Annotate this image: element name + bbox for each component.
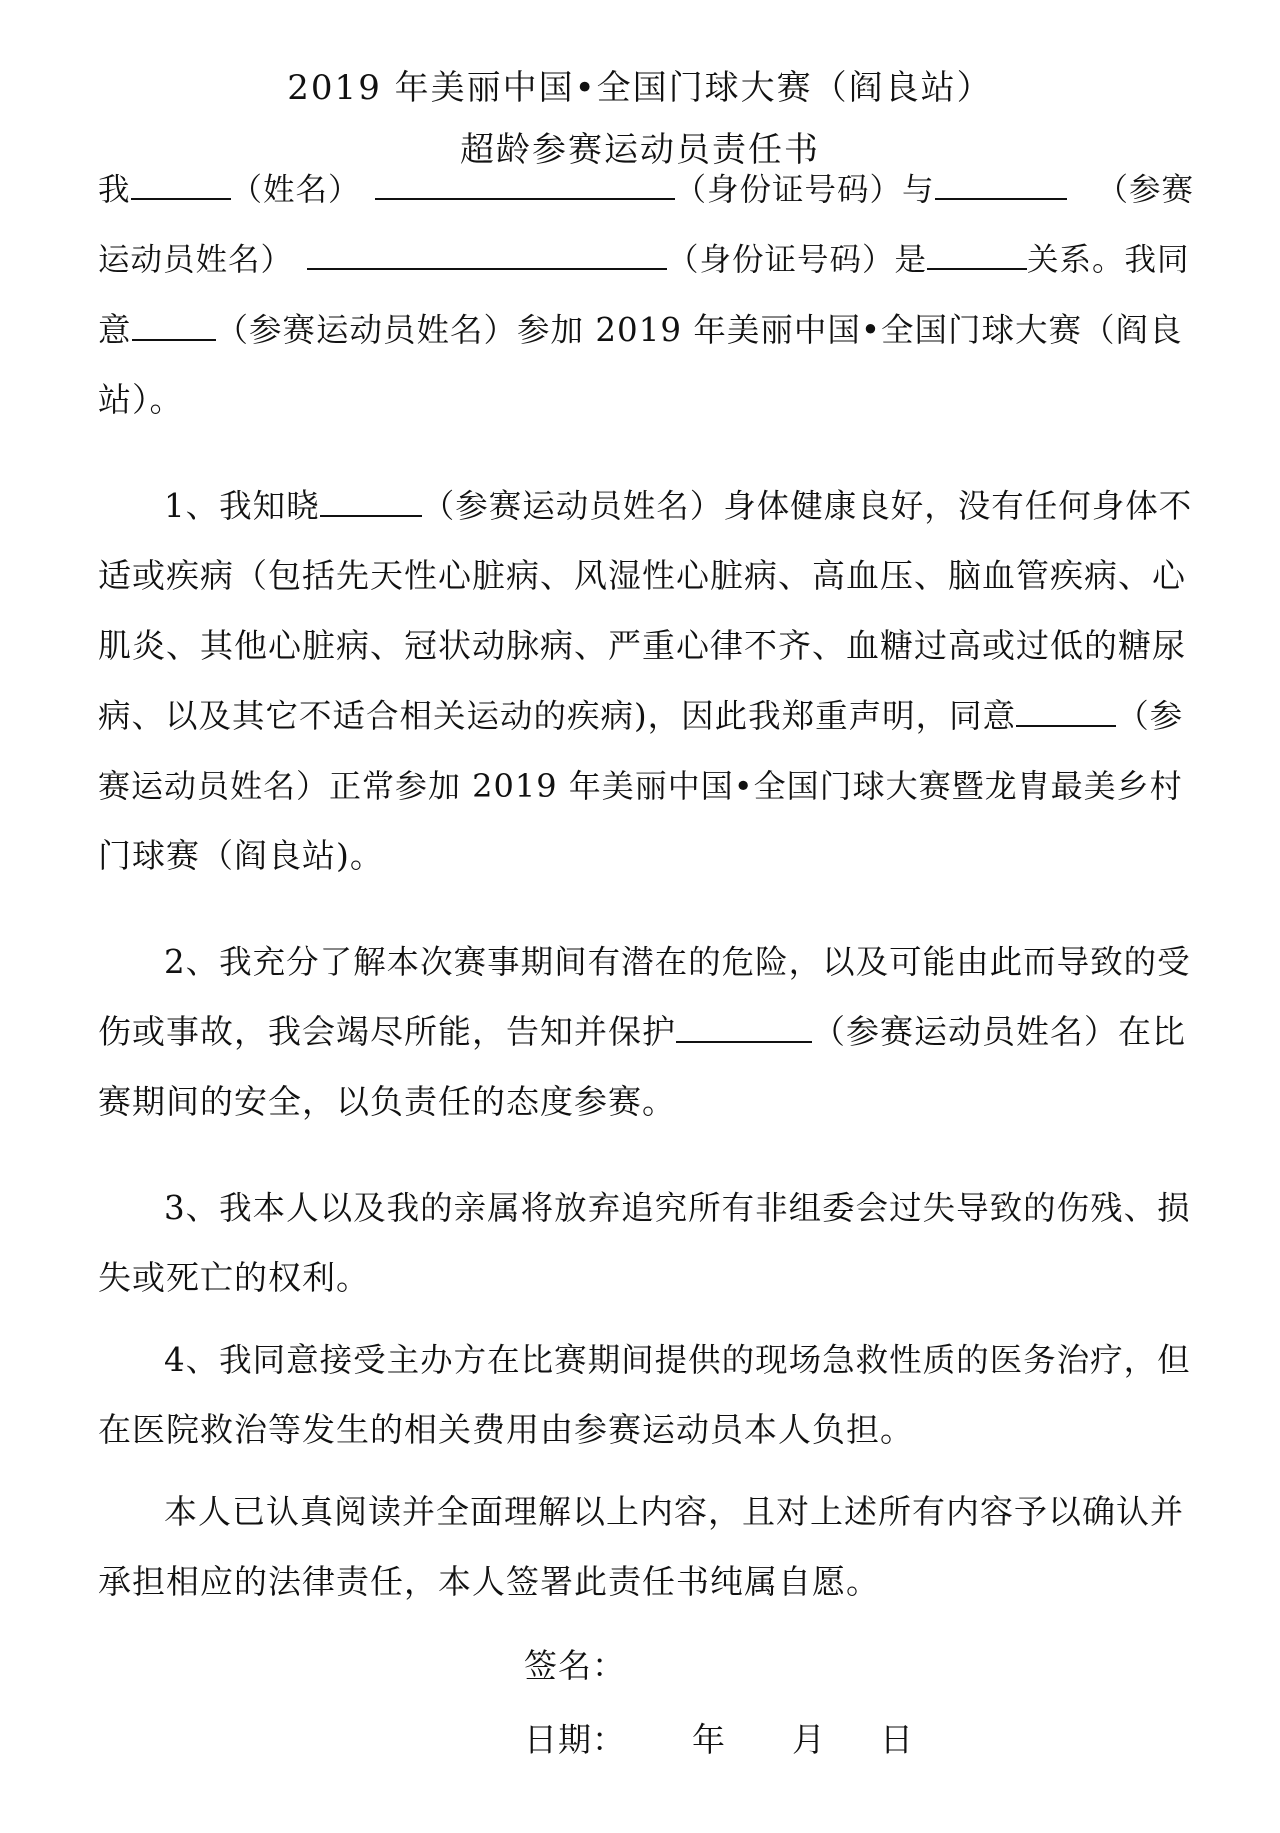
intro-text: （参赛运动员姓名）参加 2019 年美丽中国•全国门球大赛（阎良 — [215, 311, 1183, 349]
item2-line-3: 赛期间的安全，以负责任的态度参赛。 — [98, 1082, 676, 1121]
date-year-label: 年 — [692, 1720, 726, 1759]
document-title-event: 2019 年美丽中国•全国门球大赛（阎良站） — [287, 68, 993, 108]
blank-guardian-id[interactable] — [375, 168, 675, 200]
date-month-label: 月 — [792, 1720, 826, 1759]
item2-line-1: 2、我充分了解本次赛事期间有潜在的危险，以及可能由此而导致的受 — [164, 943, 1191, 981]
intro-text: （身份证号码）是 — [667, 242, 928, 278]
item2-text: （参赛运动员姓名）在比 — [812, 1012, 1186, 1051]
intro-line-2 — [98, 238, 1194, 282]
item1-line-2: 适或疾病（包括先天性心脏病、风湿性心脏病、高血压、脑血管疾病、心 — [98, 556, 1186, 595]
closing-line-2: 承担相应的法律责任，本人签署此责任书纯属自愿。 — [98, 1562, 880, 1601]
intro-text: 关系。我同 — [1027, 242, 1190, 278]
intro-text: 意 — [98, 311, 132, 349]
item1-text: （参 — [1116, 697, 1184, 735]
item1-text: 1、我知晓 — [164, 487, 320, 525]
item1-line-6: 门球赛（阎良站)。 — [98, 836, 384, 875]
blank-athlete-name-5[interactable] — [676, 1011, 812, 1043]
item3-line-1: 3、我本人以及我的亲属将放弃追究所有非组委会过失导致的伤残、损 — [164, 1189, 1191, 1227]
blank-athlete-name[interactable] — [935, 168, 1067, 200]
document-title-responsibility: 超龄参赛运动员责任书 — [460, 130, 820, 170]
intro-text: （参赛 — [1096, 172, 1195, 208]
item1-line-4 — [98, 694, 1194, 738]
date-label: 日期： — [524, 1720, 626, 1759]
item4-line-1: 4、我同意接受主办方在比赛期间提供的现场急救性质的医务治疗，但 — [164, 1341, 1191, 1379]
intro-line-3 — [98, 308, 1194, 352]
item1-text: （参赛运动员姓名）身体健康良好，没有任何身体不 — [421, 487, 1193, 525]
item1-line-1 — [164, 484, 1194, 528]
intro-text: （身份证号码）与 — [674, 172, 935, 208]
item1-line-3: 肌炎、其他心脏病、冠状动脉病、严重心律不齐、血糖过高或过低的糖尿 — [98, 626, 1186, 665]
item1-line-5: 赛运动员姓名）正常参加 2019 年美丽中国•全国门球大赛暨龙胄最美乡村 — [98, 767, 1183, 805]
item4-line-2: 在医院救治等发生的相关费用由参赛运动员本人负担。 — [98, 1410, 914, 1449]
blank-guardian-name[interactable] — [131, 168, 231, 200]
intro-line-4: 站）。 — [98, 380, 184, 419]
item1-text: 病、以及其它不适合相关运动的疾病)，因此我郑重声明，同意 — [98, 697, 1017, 735]
item2-text: 伤或事故，我会竭尽所能，告知并保护 — [98, 1012, 676, 1051]
blank-athlete-name-2[interactable] — [132, 309, 216, 341]
blank-athlete-id[interactable] — [307, 238, 667, 270]
intro-text: 我 — [98, 172, 131, 208]
date-day-label: 日 — [880, 1720, 914, 1759]
blank-relationship[interactable] — [927, 238, 1027, 270]
item2-line-2 — [98, 1010, 1194, 1054]
intro-text: 运动员姓名） — [98, 242, 294, 278]
closing-line-1: 本人已认真阅读并全面理解以上内容，且对上述所有内容予以确认并 — [164, 1492, 1184, 1531]
blank-athlete-name-4[interactable] — [1016, 695, 1116, 727]
blank-athlete-name-3[interactable] — [320, 485, 422, 517]
item3-line-2: 失或死亡的权利。 — [98, 1258, 370, 1297]
signature-label: 签名： — [524, 1646, 626, 1685]
intro-line-1 — [98, 168, 1194, 212]
intro-text: （姓名） — [230, 172, 361, 208]
